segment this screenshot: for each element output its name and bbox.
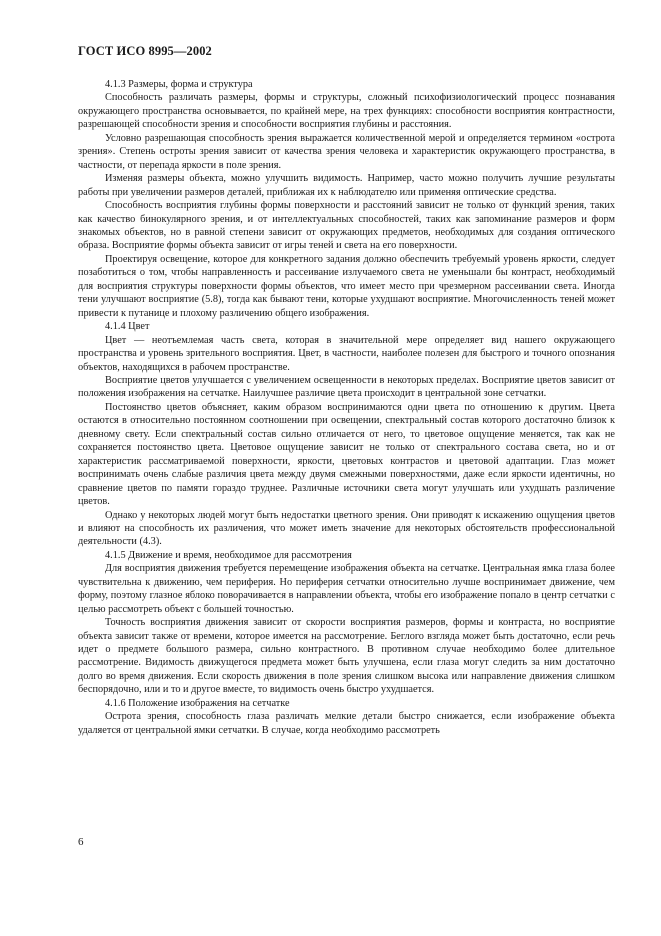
paragraph: Способность различать размеры, формы и структуры, сложный психофизиологический процесс познавания окружающего пространства основывается, по крайней мере, на трех функциях: способности восприятия контрастности, разрешающей способности зрения и способности восприятия глубины и расстояния.	[78, 92, 615, 131]
paragraph: Изменяя размеры объекта, можно улучшить видимость. Например, часто можно получить лучшие результаты работы при увеличении размеров деталей, приближая их к наблюдателю или применяя оптические средства.	[78, 173, 615, 198]
body-text	[78, 78, 615, 737]
paragraph: Точность восприятия движения зависит от скорости восприятия размеров, формы и контраста, но восприятие объекта зависит также от времени, которое имеется на рассмотрение. Беглого взгляда может быть достаточно, если речь идет о предмете большого размера, сильно контрастного. В противном случае необходимо более длительное рассмотрение. Видимость движущегося предмета может быть улучшена, если глаза могут следить за ним достаточно долго во время движения. Если скорость движения в поле зрения слишком высока или направление движения слишком беспорядочно, или и то и другое вместе, то видимость очень быстро ухудшается.	[78, 617, 615, 696]
paragraph: Постоянство цветов объясняет, каким образом воспринимаются одни цвета по отношению к другим. Цвета остаются в относительно постоянном соотношении при освещении, спектральный состав которого достаточно близок к дневному свету. Если спектральный состав сильно отличается от него, то цветовое ощущение меняется, так как не сохраняется постоянство цвета. Цветовое ощущение зависит не только от спектрального состава света, но и от характеристик рассматриваемой поверхности, яркости, цветовых контрастов и цветовой адаптации. Глаз может воспринимать очень слабые различия цвета между двумя смежными поверхностями, даже если яркости идентичны, но сравнение цветов по памяти гораздо труднее. Различные источники света могут улучшать или ухудшать различение цветов.	[78, 401, 615, 508]
section-heading-4-1-3: 4.1.3 Размеры, форма и структура	[105, 79, 253, 90]
section-heading-4-1-5: 4.1.5 Движение и время, необходимое для рассмотрения	[105, 549, 352, 561]
paragraph: Восприятие цветов улучшается с увеличением освещенности в некоторых пределах. Восприятие цветов зависит от положения изображения на сетчатке. Наилучшее различие цвета происходит в центральной зоне сетчатки.	[78, 374, 615, 400]
page-number: 6	[78, 836, 84, 848]
paragraph: Цвет — неотъемлемая часть света, которая в значительной мере определяет вид нашего окружающего пространства и уровень зрительного восприятия. Цвет, в частности, наиболее полезен для быстрого и точного опознания объектов, находящихся в рабочем пространстве.	[78, 334, 615, 373]
section-heading-4-1-6: 4.1.6 Положение изображения на сетчатке	[105, 697, 290, 709]
paragraph: Условно разрешающая способность зрения выражается количественной мерой и определяется термином «острота зрения». Степень остроты зрения зависит от качества зрения человека и характеристик окружающего пространства, в частности, от перепада яркости в поле зрения.	[78, 132, 615, 171]
section-heading-4-1-4: 4.1.4 Цвет	[105, 321, 150, 333]
paragraph: Однако у некоторых людей могут быть недостатки цветного зрения. Они приводят к искажению ощущения цветов и влияют на способность их различения, что может иметь значение для некоторых обстоятельств профессиональной деятельности (4.3).	[78, 509, 615, 548]
standard-header: ГОСТ ИСО 8995—2002	[78, 44, 212, 58]
paragraph: Острота зрения, способность глаза различать мелкие детали быстро снижается, если изображение объекта удаляется от центральной ямки сетчатки. В случае, когда необходимо рассмотреть	[78, 711, 615, 736]
paragraph: Способность восприятия глубины формы поверхности и расстояний зависит не только от функций зрения, таких как качество бинокулярного зрения, и от интеллектуальных способностей, таких как запоминание размеров и форм знакомых объектов, но в равной степени зависит от окружающих предметов, необходимых для создания оптического образа. Восприятие формы объекта зависит от игры теней и света на его поверхности.	[78, 200, 615, 252]
paragraph: Проектируя освещение, которое для конкретного задания должно обеспечить требуемый уровень яркости, следует позаботиться о том, чтобы направленность и рассеивание излучаемого света не уменьшали бы контраст, необходимый для восприятия структуры поверхности формы объектов, что имеет место при чрезмерном рассеивании света. Иногда тени улучшают восприятие (5.8), тогда как бывают тени, которые ухудшают восприятие. Многочисленность теней может привести к путанице и плохому различению общего изображения.	[78, 253, 615, 319]
paragraph: Для восприятия движения требуется перемещение изображения объекта на сетчатке. Центральная ямка глаза более чувствительна к движению, чем периферия. Но периферия сетчатки относительно лучше воспринимает движение, чем форму, поэтому глазное яблоко поворачивается в направлении объекта, чтобы его изображение попало в центр сетчатки с целью рассмотреть объект с большей точностью.	[78, 563, 615, 615]
